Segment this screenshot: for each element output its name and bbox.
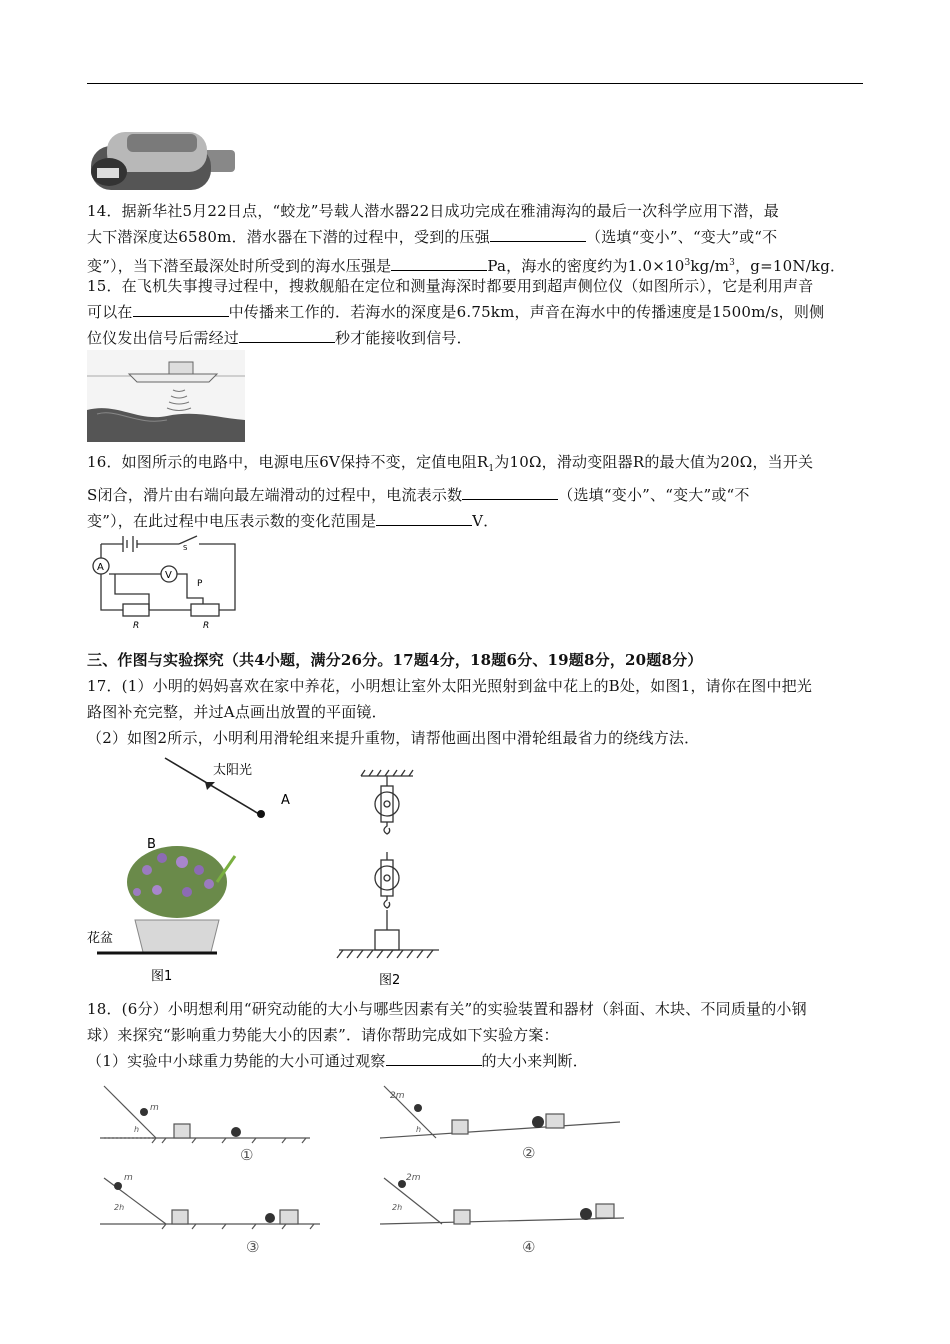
- ramp-3: [100, 1178, 320, 1229]
- q18-line3: （1）实验中小球重力势能的大小可通过观察 的大小来判断．: [87, 1052, 588, 1070]
- answer-blank[interactable]: [490, 227, 586, 242]
- point-a-label: A: [281, 793, 290, 808]
- ship-sonar-image: [87, 350, 245, 442]
- sunlight-label: 太阳光: [213, 763, 253, 778]
- q17-line1: 17．(1）小明的妈妈喜欢在家中养花，小明想让室外太阳光照射到盆中花上的B处，如图1，请你在图中把光: [87, 677, 813, 695]
- ramp-4-mass: 2m: [406, 1173, 421, 1183]
- figure-2: [335, 770, 445, 992]
- ramp-2-mass: 2m: [390, 1091, 405, 1101]
- question-16: [87, 449, 865, 534]
- q17-line2: 路图补充完整，并过A点画出放置的平面镜．: [87, 703, 387, 721]
- question-15: [87, 273, 865, 351]
- q15-line2: 可以在 中传播来工作的．若海水的深度是6.75km，声音在海水中的传播速度是1500m/s，则侧: [87, 303, 825, 321]
- answer-blank[interactable]: [133, 302, 229, 317]
- q16-line1: 16．如图所示的电路中，电源电压6V保持不变，定值电阻$R_1$为10Ω，滑动变阻器R的最大值为20Ω，当开关: [87, 453, 814, 474]
- ramp-4-label: ④: [522, 1238, 536, 1256]
- point-b-label: B: [147, 837, 156, 852]
- q14-line1: 14．据新华社5月22日点，“蛟龙”号载人潜水器22日成功完成在雅浦海沟的最后一次科学应用下潜，最: [87, 202, 779, 220]
- pot-label: 花盆: [87, 931, 114, 946]
- sonar-device-image: [87, 128, 237, 196]
- slider-label: P: [197, 579, 203, 589]
- q18-line1: 18．(6分）小明想利用“研究动能的大小与哪些因素有关”的实验装置和器材（斜面、木块、不同质量的小钢: [87, 1000, 807, 1018]
- figure-1: [87, 752, 327, 992]
- question-18: [87, 996, 865, 1074]
- ramp-4-height: 2h: [392, 1203, 403, 1212]
- ramp-3-mass: m: [124, 1173, 133, 1183]
- header-rule: [87, 83, 863, 84]
- ramp-2-height: h: [416, 1125, 422, 1134]
- q16-line2: S闭合，滑片由右端向最左端滑动的过程中，电流表示数 （选填“变小”、“变大”或“不: [87, 486, 750, 504]
- section-3-heading: 三、作图与实验探究（共4小题，满分26分。17题4分，18题6分、19题8分，20题8分）: [87, 651, 703, 669]
- answer-blank[interactable]: [376, 511, 472, 526]
- r-label: R: [203, 621, 210, 631]
- voltmeter-label: V: [165, 570, 172, 581]
- ramp-1-height: h: [134, 1125, 140, 1134]
- r1-label: R: [133, 621, 140, 631]
- q15-line1: 15．在飞机失事搜寻过程中，搜救舰船在定位和测量海深时都要用到超声侧位仪（如图所示），它是利用声音: [87, 277, 814, 295]
- answer-blank[interactable]: [462, 485, 558, 500]
- figure-1-caption: 图1: [151, 969, 173, 984]
- circuit-diagram: [87, 532, 247, 631]
- ramp-3-label: ③: [246, 1238, 260, 1256]
- ramp-experiments: [100, 1082, 630, 1262]
- switch-label: S: [183, 544, 188, 552]
- q14-line3: 变”），当下潜至最深处时所受到的海水压强是 Pa，海水的密度约为$1.0\times 10^3kg/m^3$，g=10N/kg．: [87, 257, 846, 275]
- figure-2-caption: 图2: [379, 973, 401, 988]
- answer-blank[interactable]: [391, 256, 487, 271]
- ammeter-label: A: [97, 562, 104, 573]
- q18-line2: 球）来探究“影响重力势能大小的因素”．请你帮助完成如下实验方案：: [87, 1026, 559, 1044]
- q16-line3: 变”），在此过程中电压表示数的变化范围是 V．: [87, 512, 499, 530]
- ramp-3-height: 2h: [114, 1203, 125, 1212]
- ramp-1-mass: m: [150, 1103, 159, 1113]
- flower-plant: [127, 846, 227, 918]
- question-14: [87, 198, 865, 279]
- q17-line3: （2）如图2所示，小明利用滑轮组来提升重物，请帮他画出图中滑轮组最省力的绕线方法．: [87, 729, 700, 747]
- ramp-1: [100, 1086, 310, 1143]
- ramp-2-label: ②: [522, 1144, 536, 1162]
- q14-line2: 大下潜深度达6580m．潜水器在下潜的过程中，受到的压强 （选填“变小”、“变大”或“不: [87, 228, 778, 246]
- q15-line3: 位仪发出信号后需经过 秒才能接收到信号．: [87, 329, 472, 347]
- answer-blank[interactable]: [239, 328, 335, 343]
- answer-blank[interactable]: [386, 1051, 482, 1066]
- ramp-1-label: ①: [240, 1146, 254, 1164]
- question-17: [87, 673, 865, 751]
